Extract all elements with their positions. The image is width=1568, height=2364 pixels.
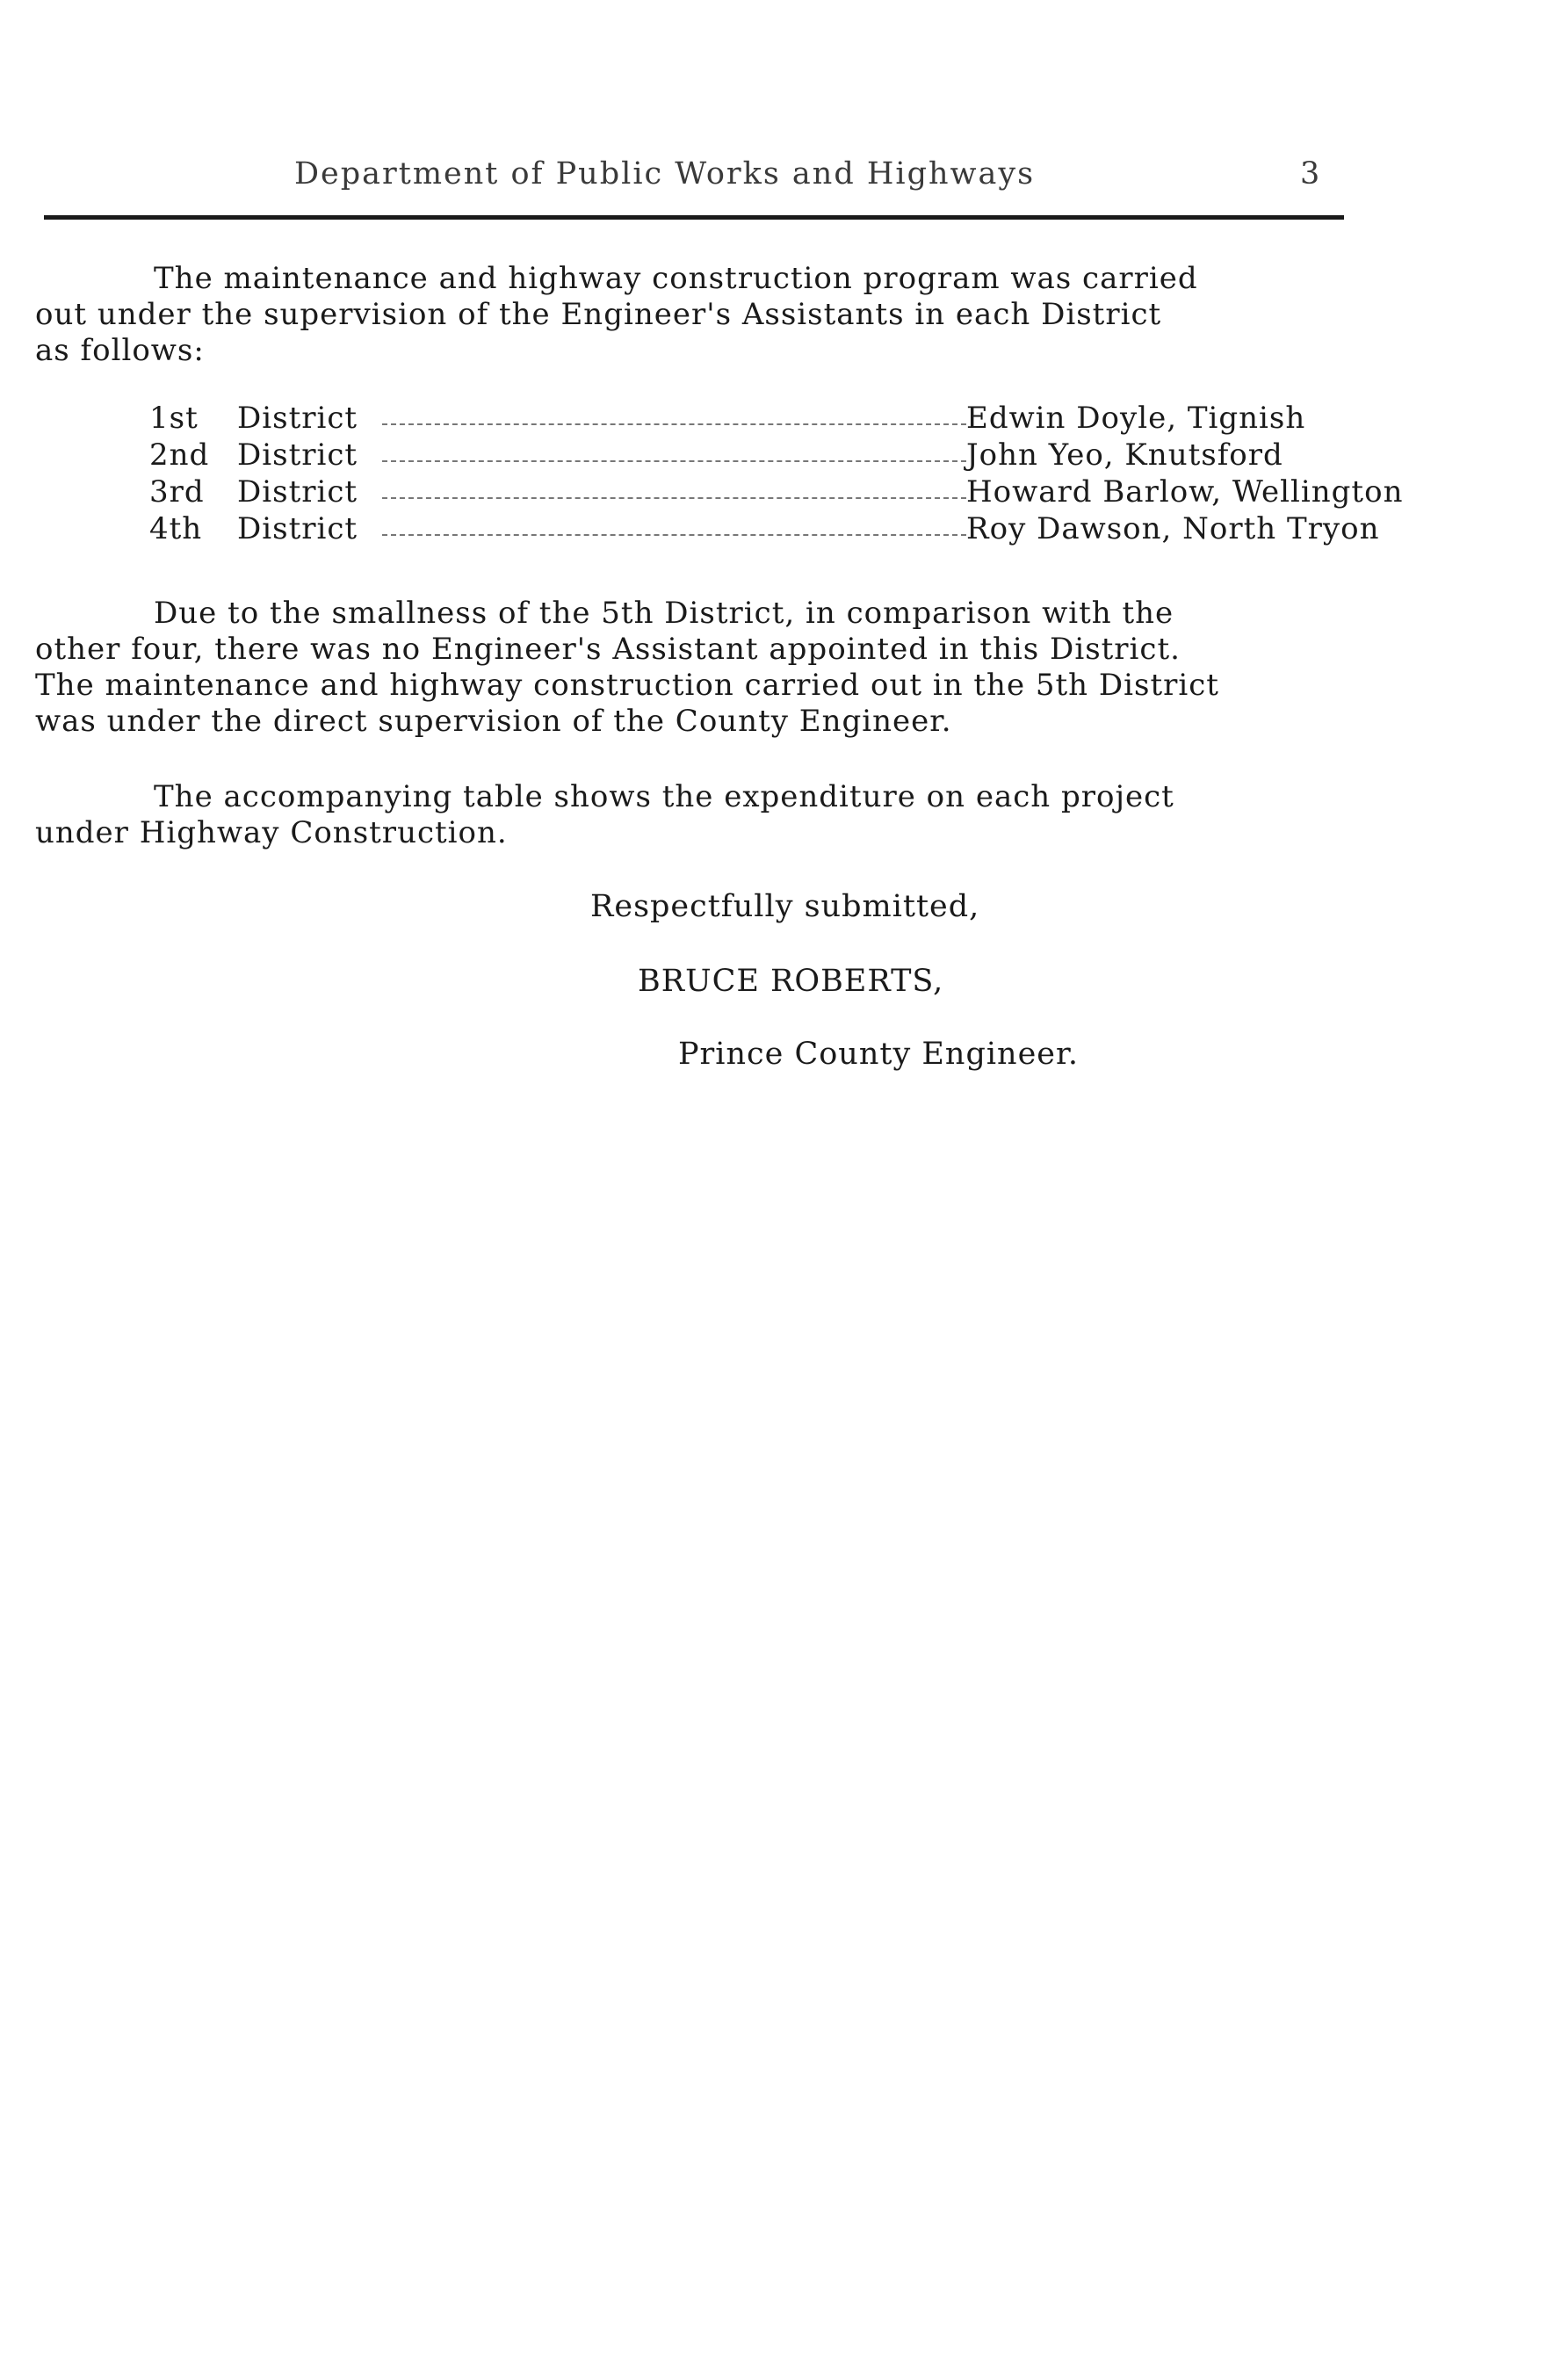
paragraph-line: other four, there was no Engineer's Assistant appointed in this District. [35, 632, 1181, 667]
paragraph-line: The maintenance and highway construction carried out in the 5th District [35, 668, 1219, 703]
district-ordinal: 4th [149, 511, 203, 546]
district-label: District [237, 511, 358, 546]
signatory-title: Prince County Engineer. [678, 1037, 1080, 1072]
signatory-name: BRUCE ROBERTS, [638, 964, 944, 999]
dot-leader [382, 460, 966, 462]
paragraph-line: was under the direct supervision of the County Engineer. [35, 704, 952, 739]
intro-line: The maintenance and highway construction program was carried [154, 261, 1198, 296]
district-ordinal: 3rd [149, 474, 205, 510]
intro-paragraph [35, 261, 1348, 369]
closing-line: Respectfully submitted, [590, 889, 980, 924]
intro-line: as follows: [35, 333, 205, 368]
fifth-district-paragraph [35, 596, 1348, 740]
table-note-paragraph [35, 779, 1348, 851]
page-number: 3 [1300, 156, 1320, 192]
paragraph-line: The accompanying table shows the expenditure on each project [154, 779, 1174, 814]
page-header [0, 156, 1344, 200]
district-assistant: Howard Barlow, Wellington [966, 474, 1404, 510]
paragraph-line: under Highway Construction. [35, 815, 508, 850]
district-row [149, 401, 1362, 437]
district-label: District [237, 437, 358, 473]
district-row [149, 474, 1404, 511]
paragraph-line: Due to the smallness of the 5th District, in comparison with the [154, 596, 1174, 631]
district-assistant: Roy Dawson, North Tryon [966, 511, 1380, 546]
district-list [149, 401, 1404, 548]
header-rule [44, 215, 1344, 220]
district-ordinal: 1st [149, 401, 199, 436]
running-head: Department of Public Works and Highways [294, 156, 1036, 192]
district-label: District [237, 474, 358, 510]
dot-leader [382, 423, 966, 425]
dot-leader [382, 497, 966, 499]
district-label: District [237, 401, 358, 436]
district-assistant: Edwin Doyle, Tignish [966, 401, 1306, 436]
district-ordinal: 2nd [149, 437, 210, 473]
dot-leader [382, 534, 966, 536]
district-assistant: John Yeo, Knutsford [966, 437, 1283, 473]
intro-line: out under the supervision of the Engineer's Assistants in each District [35, 297, 1162, 332]
district-row [149, 437, 1362, 474]
district-row [149, 511, 1380, 548]
